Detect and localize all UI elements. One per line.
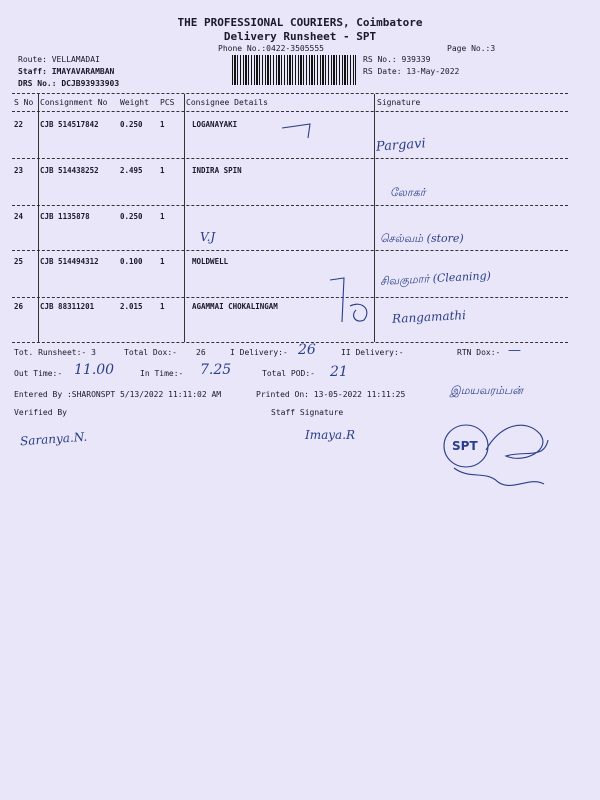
- verified-by-label: Verified By: [14, 408, 67, 417]
- total-dox-label: Total Dox:-: [124, 348, 177, 357]
- total-pod-label: Total POD:-: [262, 369, 315, 378]
- row-pcs: 1: [160, 257, 165, 266]
- verified-signature: Saranya.N.: [19, 429, 88, 449]
- staff-signature-label: Staff Signature: [271, 408, 344, 417]
- row-sno: 24: [14, 212, 24, 221]
- row-pcs: 1: [160, 212, 165, 221]
- divider: [12, 205, 568, 206]
- total-runsheet: Tot. Runsheet:- 3: [14, 348, 96, 357]
- col-header-consignee: Consignee Details: [186, 98, 268, 107]
- row-consignee: LOGANAYAKI: [192, 120, 238, 129]
- rs-date: RS Date: 13-May-2022: [363, 67, 460, 76]
- row-sno: 23: [14, 166, 24, 175]
- barcode: [232, 55, 356, 85]
- rtn-dox-value: —: [508, 343, 521, 358]
- row-signature: Pargavi: [375, 136, 427, 155]
- row-weight: 2.495: [120, 166, 143, 175]
- row-consignment: CJB 88311201: [40, 302, 95, 311]
- col-header-weight: Weight: [120, 98, 149, 107]
- row-sno: 22: [14, 120, 24, 129]
- rtn-dox-label: RTN Dox:-: [457, 348, 501, 357]
- divider: [12, 93, 568, 94]
- in-time-label: In Time:-: [140, 369, 184, 378]
- row-consignee: MOLDWELL: [192, 257, 229, 266]
- divider: [12, 111, 568, 112]
- row-weight: 0.100: [120, 257, 143, 266]
- col-header-signature: Signature: [377, 98, 421, 107]
- staff-name: Staff: IMAYAVARAMBAN: [18, 67, 115, 76]
- divider: [12, 158, 568, 159]
- col-header-pcs: PCS: [160, 98, 175, 107]
- rs-number: RS No.: 939339: [363, 55, 431, 64]
- col-header-consignment: Consignment No: [40, 98, 108, 107]
- entered-by: Entered By :SHARONSPT 5/13/2022 11:11:02 AM: [14, 390, 222, 399]
- row-pcs: 1: [160, 302, 165, 311]
- total-dox-value: 26: [196, 348, 206, 357]
- row-signature: லோகர்: [390, 186, 426, 199]
- drs-number: DRS No.: DCJB93933903: [18, 79, 120, 88]
- total-pod-value: 21: [330, 364, 348, 380]
- divider: [12, 250, 568, 251]
- column-separator: [38, 94, 39, 342]
- stamp-text: SPT: [452, 439, 478, 453]
- printed-on: Printed On: 13-05-2022 11:11:25: [256, 390, 406, 399]
- route: Route: VELLAMADAI: [18, 55, 100, 64]
- row-signature: சிவகுமார் (Cleaning): [379, 269, 492, 288]
- row-weight: 0.250: [120, 212, 143, 221]
- row-consignee: AGAMMAI CHOKALINGAM: [192, 302, 278, 311]
- row-pcs: 1: [160, 120, 165, 129]
- row-consignment: CJB 514494312: [40, 257, 99, 266]
- out-time-label: Out Time:-: [14, 369, 63, 378]
- pen-stroke: [280, 120, 320, 140]
- ii-delivery-label: II Delivery:-: [341, 348, 404, 357]
- i-delivery-label: I Delivery:-: [230, 348, 288, 357]
- divider: [12, 297, 568, 298]
- row-consignment: CJB 514517842: [40, 120, 99, 129]
- company-name: THE PROFESSIONAL COURIERS, Coimbatore: [177, 16, 423, 29]
- divider: [12, 342, 568, 343]
- phone-number: Phone No.:0422-3505555: [218, 44, 324, 53]
- page-number: Page No.:3: [447, 44, 496, 53]
- row-sno: 25: [14, 257, 24, 266]
- row-signature: Rangamathi: [391, 308, 467, 326]
- row-sno: 26: [14, 302, 24, 311]
- stamp-signature: [440, 420, 560, 500]
- document-title: Delivery Runsheet - SPT: [223, 30, 377, 43]
- pen-stroke: [328, 276, 376, 328]
- row-weight: 0.250: [120, 120, 143, 129]
- i-delivery-value: 26: [298, 342, 316, 358]
- row-consignment: CJB 514438252: [40, 166, 99, 175]
- column-separator: [184, 94, 185, 342]
- handwritten-note: இமயவரம்பன்: [450, 384, 523, 397]
- row-consignee: INDIRA SPIN: [192, 166, 242, 175]
- handwritten-mark: V.J: [200, 230, 216, 244]
- in-time-value: 7.25: [200, 362, 232, 378]
- row-signature: செல்வம் (store): [380, 232, 464, 245]
- row-consignment: CJB 1135878: [40, 212, 90, 221]
- row-weight: 2.015: [120, 302, 143, 311]
- row-pcs: 1: [160, 166, 165, 175]
- out-time-value: 11.00: [74, 362, 115, 378]
- staff-signature: Imaya.R: [305, 428, 356, 442]
- col-header-sno: S No: [14, 98, 34, 107]
